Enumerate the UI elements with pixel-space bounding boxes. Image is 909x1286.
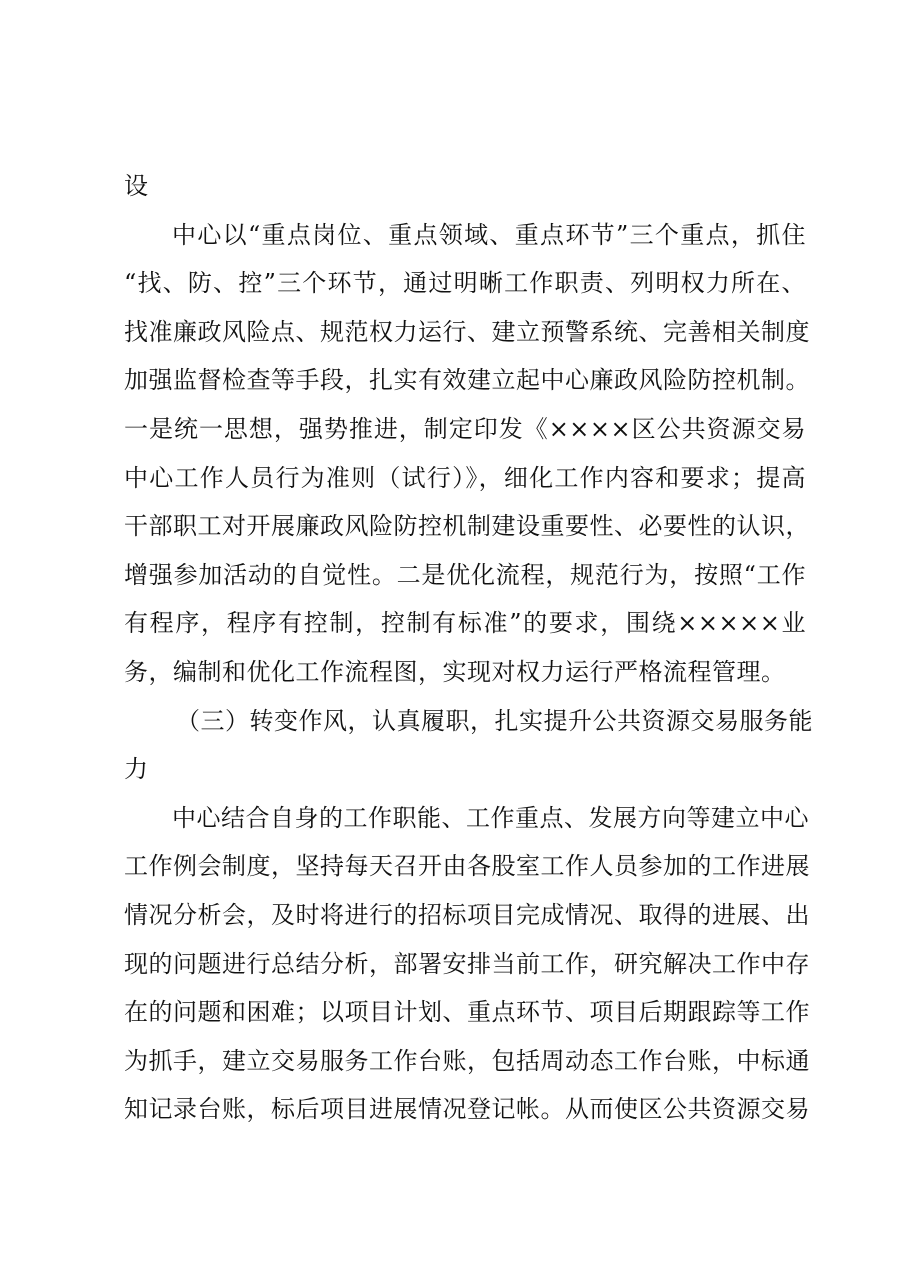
text-line: 有程序，程序有控制，控制有标准”的要求，围绕×××××业 — [124, 609, 806, 638]
section-heading-line: 力 — [124, 755, 149, 784]
document-page — [124, 162, 813, 1134]
text-line: 干部职工对开展廉政风险防控机制建设重要性、必要性的认识， — [124, 512, 810, 541]
text-line: 务，编制和优化工作流程图，实现对权力运行严格流程管理。 — [124, 657, 786, 686]
text-line: 中心以“重点岗位、重点领域、重点环节”三个重点，抓住 — [172, 220, 806, 249]
text-line: “找、防、控”三个环节，通过明晰工作职责、列明权力所在、 — [124, 269, 806, 298]
text-line: 为抓手，建立交易服务工作台账，包括周动态工作台账，中标通 — [124, 1046, 810, 1075]
text-line: 情况分析会，及时将进行的招标项目完成情况、取得的进展、出 — [124, 900, 810, 929]
text-line: 增强参加活动的自觉性。二是优化流程，规范行为，按照“工作 — [124, 560, 806, 589]
text-line: 在的问题和困难；以项目计划、重点环节、项目后期跟踪等工作 — [124, 998, 810, 1027]
text-line: 设 — [124, 172, 149, 200]
text-line: 中心工作人员行为准则（试行）》，细化工作内容和要求；提高 — [124, 463, 806, 492]
text-line: 一是统一思想，强势推进，制定印发《××××区公共资源交易 — [124, 414, 806, 443]
text-line: 找准廉政风险点、规范权力运行、建立预警系统、完善相关制度 — [124, 317, 810, 346]
text-line: 现的问题进行总结分析，部署安排当前工作，研究解决工作中存 — [124, 949, 810, 978]
text-line: 知记录台账，标后项目进展情况登记帐。从而使区公共资源交易 — [124, 1095, 810, 1124]
text-line: 加强监督检查等手段，扎实有效建立起中心廉政风险防控机制。 — [124, 366, 810, 395]
text-line: 中心结合自身的工作职能、工作重点、发展方向等建立中心 — [172, 803, 809, 832]
section-heading-line: （三）转变作风，认真履职，扎实提升公共资源交易服务能 — [176, 706, 813, 735]
text-line: 工作例会制度，坚持每天召开由各股室工作人员参加的工作进展 — [124, 852, 810, 881]
